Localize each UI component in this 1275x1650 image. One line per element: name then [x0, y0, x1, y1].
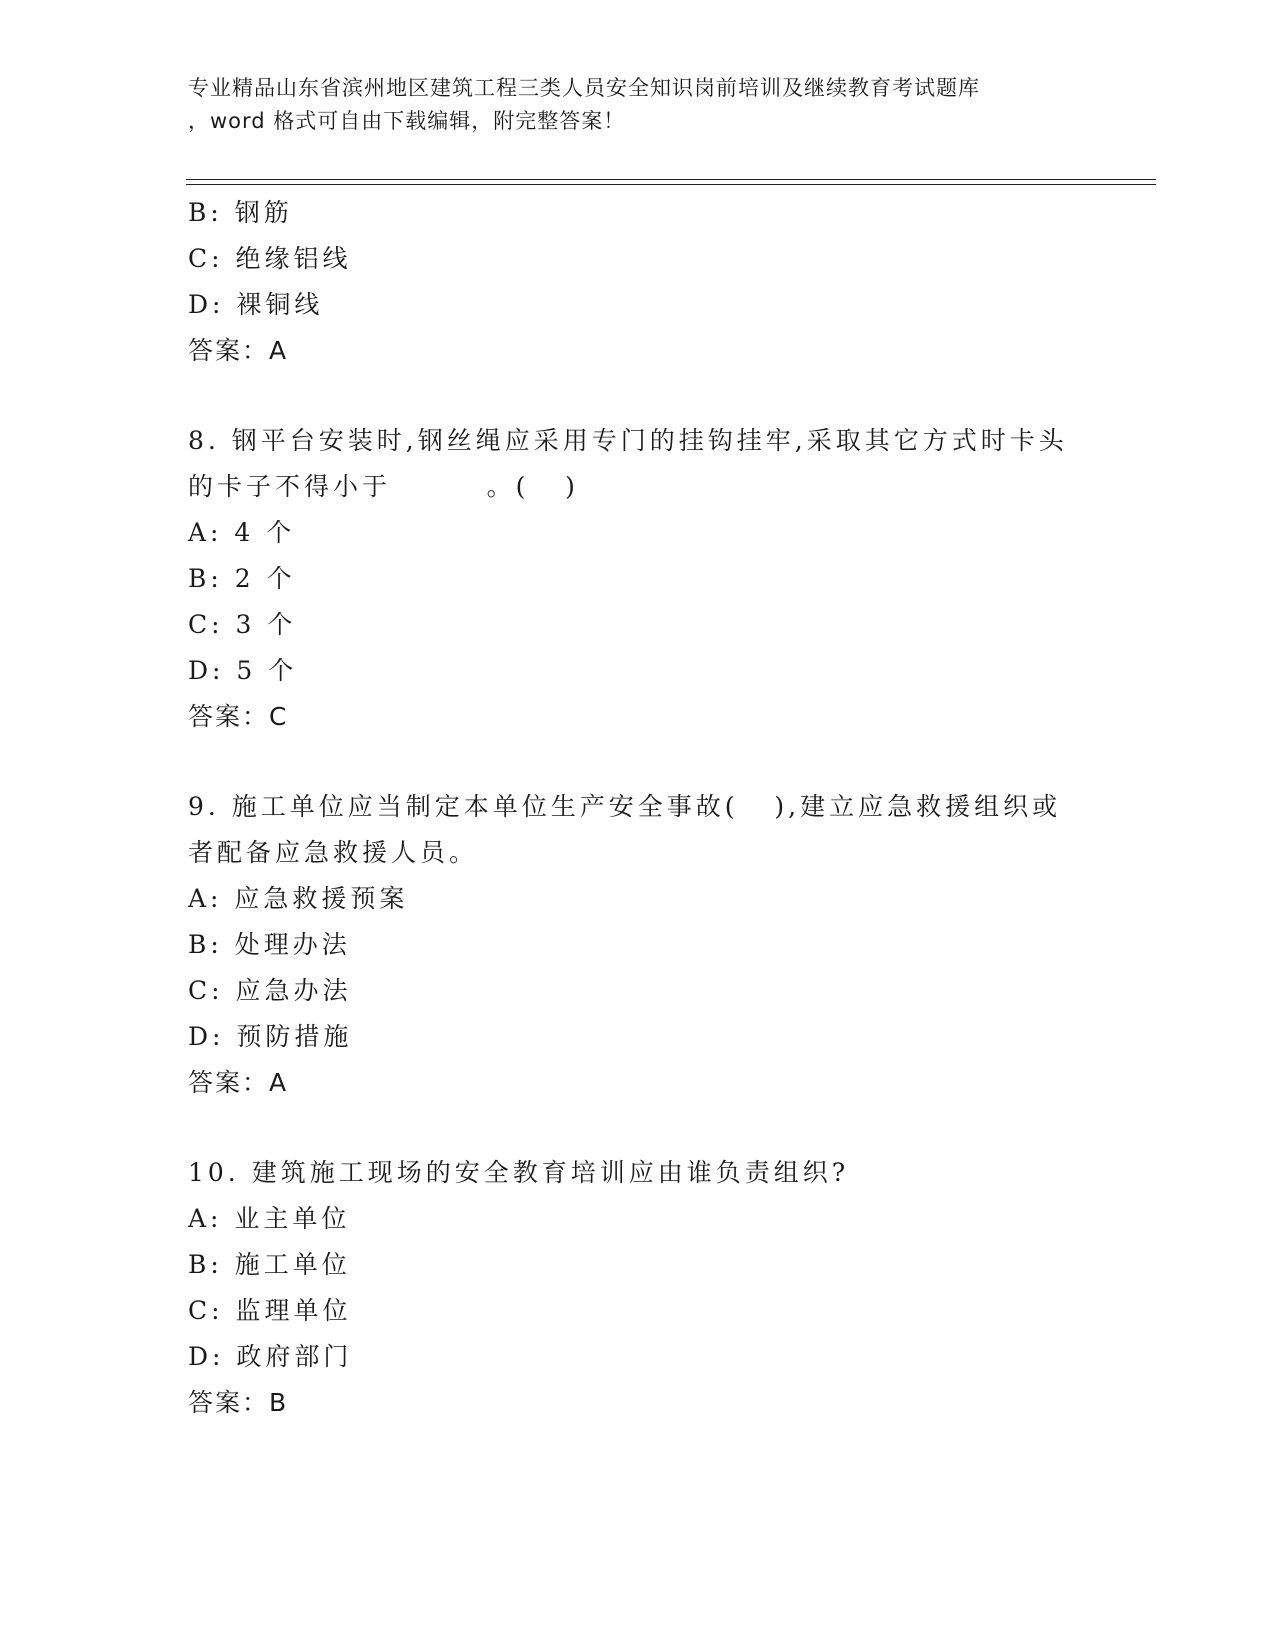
question-text-line: 者配备应急救援人员。: [188, 838, 479, 867]
option-c: C: 监理单位: [188, 1296, 352, 1325]
header-divider-top: [186, 179, 1156, 180]
option-c: C: 3 个: [188, 610, 297, 639]
option-d: D: 预防措施: [188, 1022, 353, 1051]
option-a: A: 业主单位: [188, 1204, 351, 1233]
question-8: [188, 418, 1088, 740]
option-d: D: 5 个: [188, 656, 298, 685]
option-b: B: 施工单位: [188, 1250, 351, 1279]
option-a: A: 应急救援预案: [188, 884, 409, 913]
header-divider-bottom: [186, 184, 1156, 185]
option-b: B: 处理办法: [188, 930, 351, 959]
option-c: C: 应急办法: [188, 976, 352, 1005]
answer: 答案：A: [188, 336, 289, 365]
option-a: A: 4 个: [188, 518, 296, 547]
header-title-line-1: 专业精品山东省滨州地区建筑工程三类人员安全知识岗前培训及继续教育考试题库: [188, 76, 980, 100]
option-b: B: 钢筋: [188, 198, 293, 227]
question-10: [188, 1150, 1088, 1426]
answer: 答案：B: [188, 1388, 289, 1417]
option-d: D: 政府部门: [188, 1342, 353, 1371]
question-text-line: 10. 建筑施工现场的安全教育培训应由谁负责组织?: [188, 1158, 850, 1187]
question-9: [188, 784, 1088, 1106]
option-c: C: 绝缘铝线: [188, 244, 352, 273]
carryover-question: [188, 190, 1088, 374]
option-b: B: 2 个: [188, 564, 296, 593]
document-header: [188, 72, 1088, 138]
question-text-line: 的卡子不得小于 。( ): [188, 472, 579, 501]
question-content: [188, 190, 1088, 1426]
option-d: D: 裸铜线: [188, 290, 324, 319]
question-text-line: 8. 钢平台安装时,钢丝绳应采用专门的挂钩挂牢,采取其它方式时卡头: [188, 426, 1068, 455]
answer: 答案：C: [188, 702, 289, 731]
answer: 答案：A: [188, 1068, 289, 1097]
header-title-line-2: ，word 格式可自由下载编辑，附完整答案！: [188, 109, 626, 133]
question-text-line: 9. 施工单位应当制定本单位生产安全事故( ),建立应急救援组织或: [188, 792, 1062, 821]
